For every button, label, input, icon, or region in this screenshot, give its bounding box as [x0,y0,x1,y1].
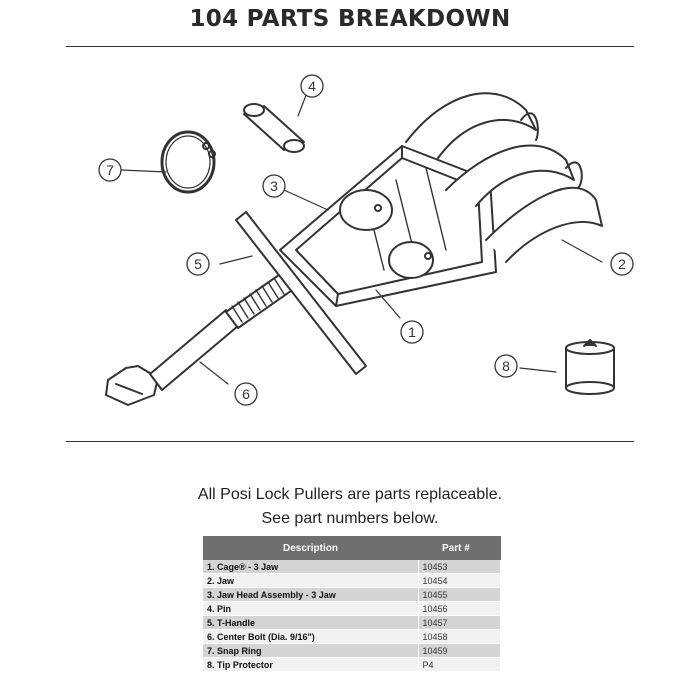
callout-3: 3 [270,178,278,194]
part-number-cell: P4 [418,658,501,672]
middle-divider [66,441,634,442]
description-cell: 6. Center Bolt (Dia. 9/16") [203,630,418,644]
table-row [203,602,501,616]
part-number-cell: 10454 [418,574,501,588]
description-cell: 2. Jaw [203,574,418,588]
pin-part [244,104,304,152]
description-header: Description [203,536,418,560]
table-row [203,588,501,602]
snap-ring-part [162,132,215,192]
part-number-cell: 10456 [418,602,501,616]
table-row [203,644,501,658]
description-cell: 4. Pin [203,602,418,616]
intro-line-2: See part numbers below. [261,510,439,527]
table-row [203,630,501,644]
callout-5: 5 [194,256,202,272]
center-bolt-part [106,270,298,405]
parts-table [203,536,501,672]
table-row [203,560,501,574]
table-row [203,574,501,588]
description-cell: 5. T-Handle [203,616,418,630]
part-number-cell: 10457 [418,616,501,630]
description-cell: 1. Cage® - 3 Jaw [203,560,418,574]
callout-7: 7 [106,162,114,178]
table-header-row [203,536,501,560]
part-number-cell: 10455 [418,588,501,602]
callout-1: 1 [408,324,416,340]
table-row [203,658,501,672]
description-cell: 8. Tip Protector [203,658,418,672]
part-number-cell: 10459 [418,644,501,658]
callout-4: 4 [308,78,316,94]
cage-part [280,146,496,306]
callout-8: 8 [502,358,510,374]
part-number-header: Part # [418,536,501,560]
page-title: 104 PARTS BREAKDOWN [189,6,511,32]
part-number-cell: 10453 [418,560,501,574]
part-number-cell: 10458 [418,630,501,644]
intro-line-1: All Posi Lock Pullers are parts replaceable. [197,486,503,503]
callout-6: 6 [242,386,250,402]
top-divider [66,46,634,47]
table-row [203,616,501,630]
description-cell: 7. Snap Ring [203,644,418,658]
description-cell: 3. Jaw Head Assembly - 3 Jaw [203,588,418,602]
tip-protector-part [566,340,614,394]
callout-2: 2 [618,256,626,272]
parts-diagram [66,50,634,438]
